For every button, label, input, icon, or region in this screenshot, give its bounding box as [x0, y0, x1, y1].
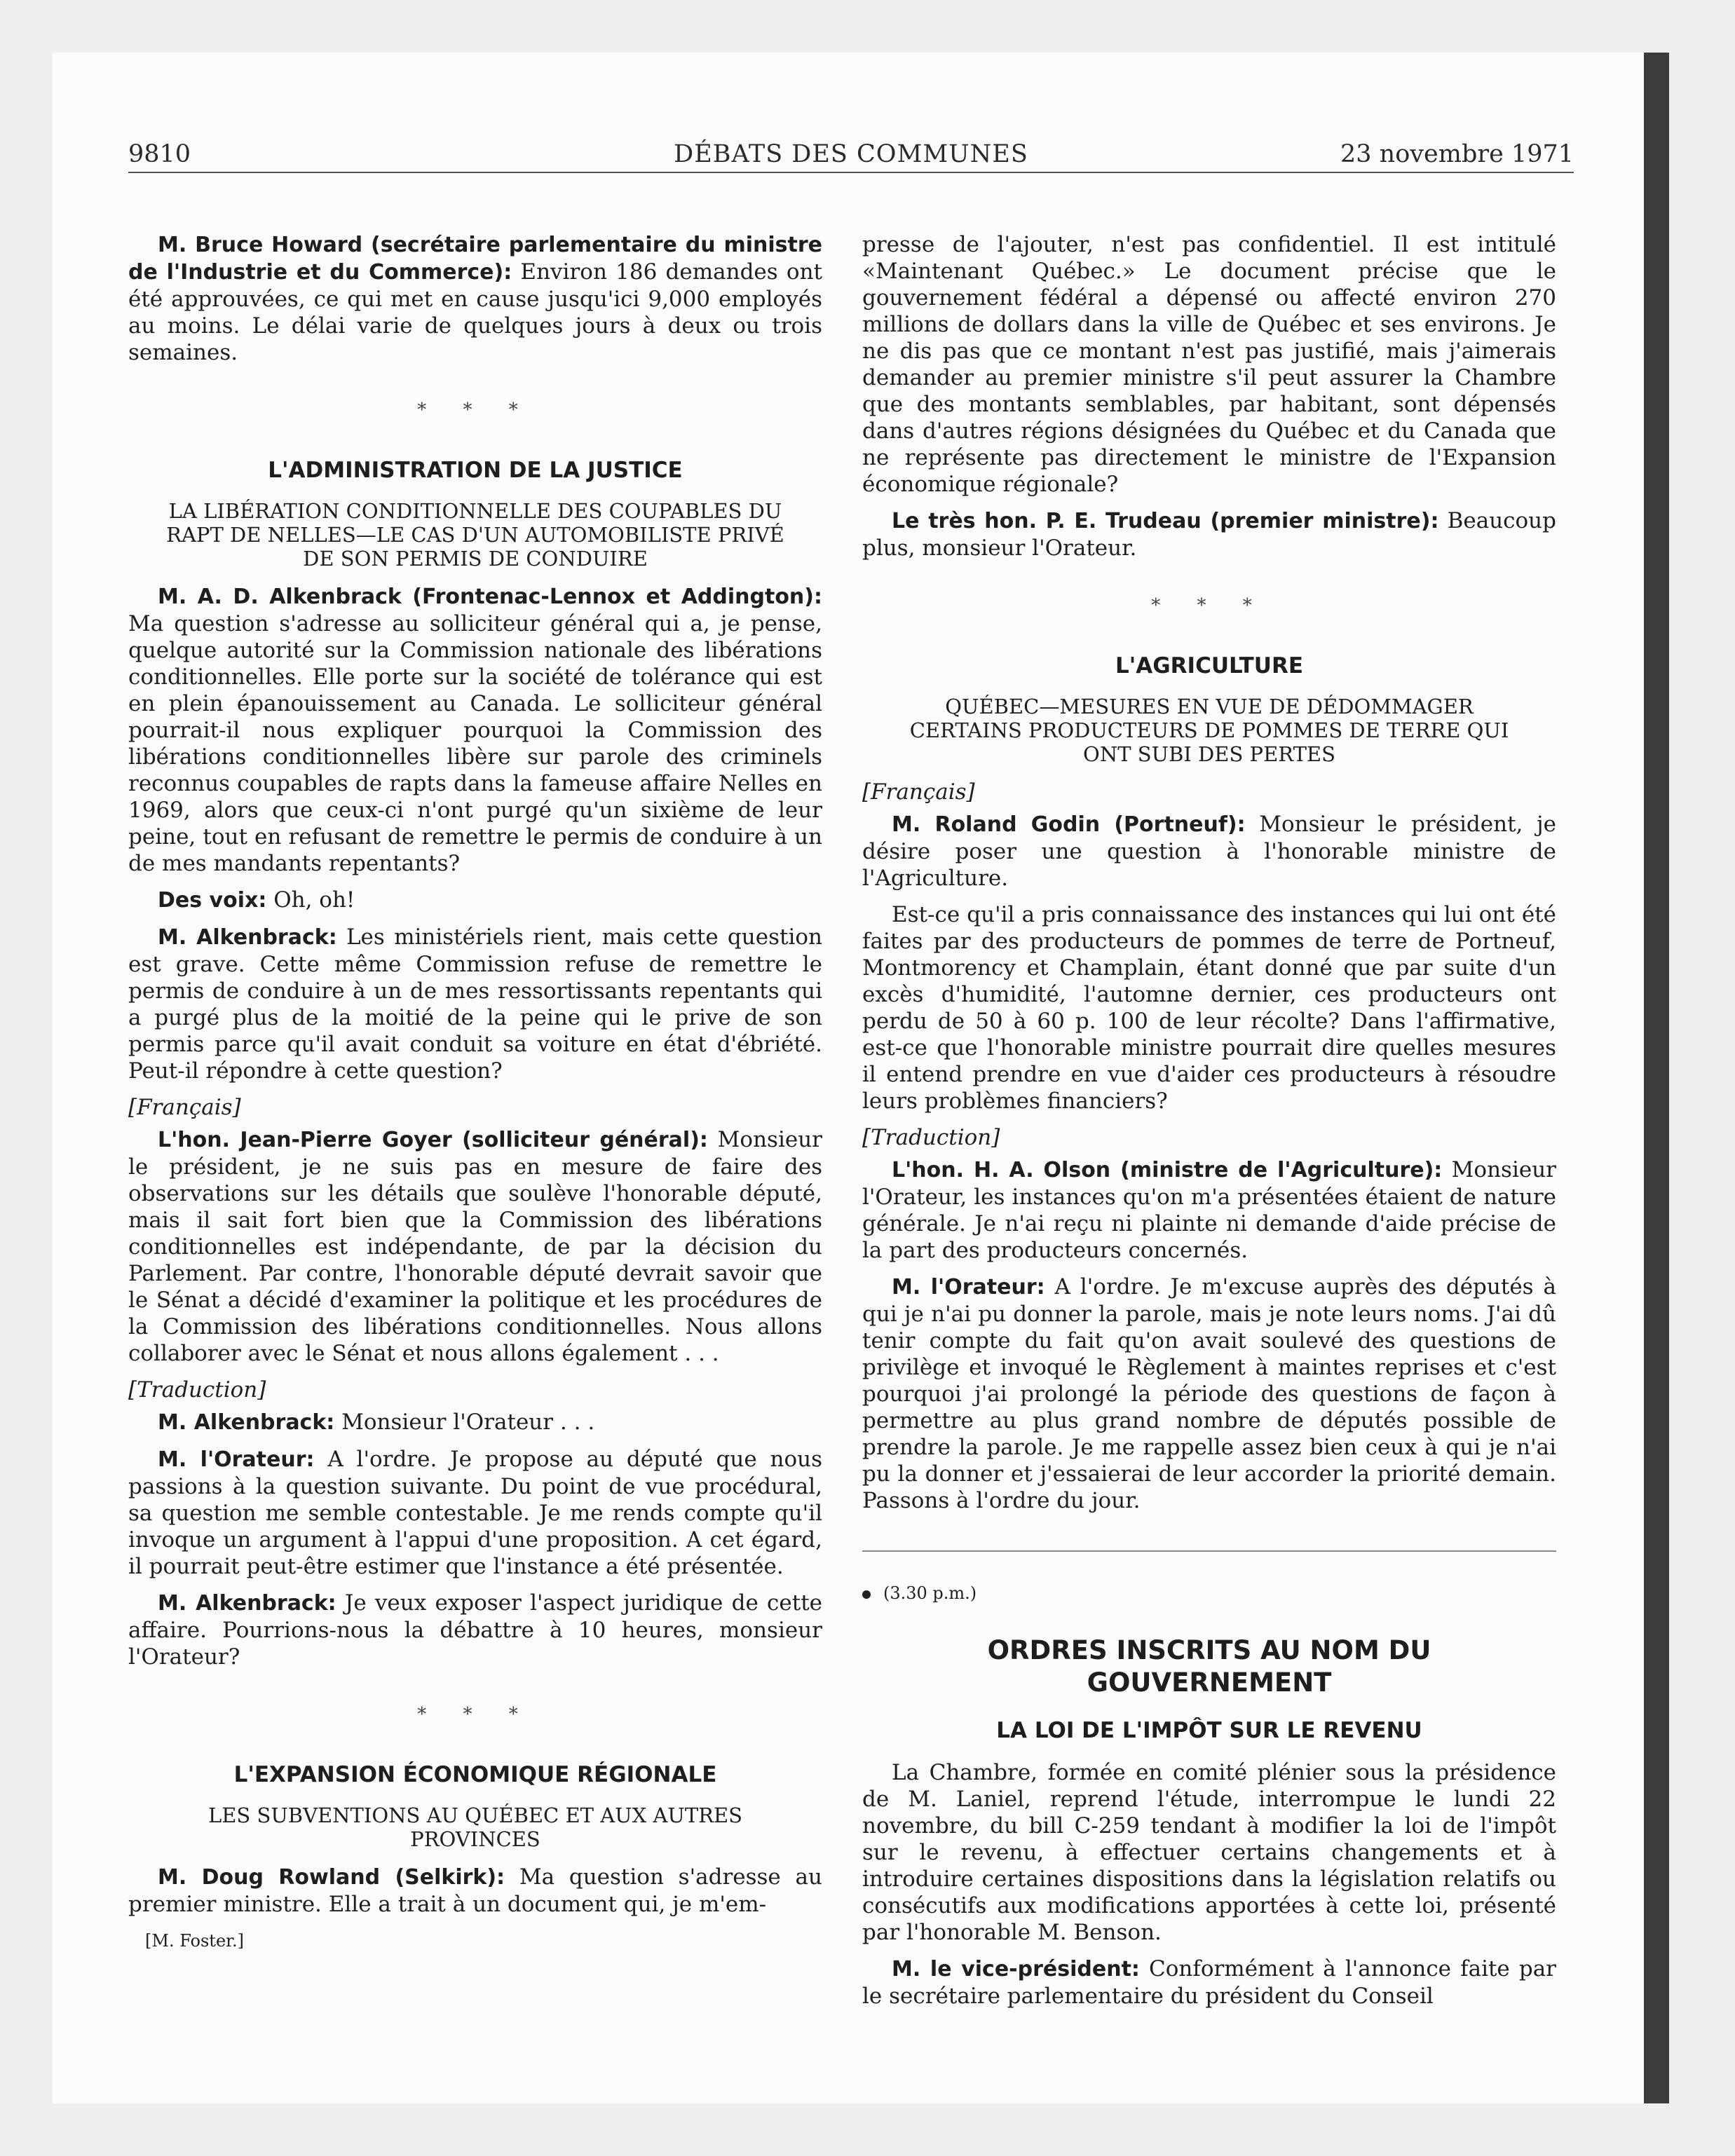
speech-text: Ma question s'adresse au solliciteur général qui a, je pense, quelque autorité sur la Commission nationale des libérations conditionnelles. Elle porte sur la société de tolérance qui est en plein épanouissement au Canada. Le solliciteur général pourrait-il nous expliquer pourquoi la Commission des libérations conditionnelles libère sur parole des criminels reconnus coupables de rapts dans la fameuse affaire Nelles en 1969, alors que ceux-ci n'ont purgé qu'un sixième de leur peine, tout en refusant de remettre le permis de conduire à un de mes mandants repentants? [128, 611, 822, 876]
header-rule [128, 172, 1574, 173]
speech-text: A l'ordre. Je propose au député que nous passions à la question suivante. Du point de vue procédural, sa question me semble contestable. Je me rends compte qu'il invoque un argument à l'appui d'une proposition. A cet égard, il pourrait peut-être estimer que l'instance a été présentée. [128, 1447, 822, 1579]
speech-text: Monsieur le président, je ne suis pas en mesure de faire des observations sur les détails que soulève l'honorable député, mais il sait fort bien que la Commission des libérations conditionnelles est indépendante, de par la décision du Parlement. Par contre, l'honorable député devrait savoir que le Sénat a décidé d'examiner la politique et les procédures de la Commission des libérations conditionnelles. Nous allons collaborer avec le Sénat et nous allons également . . . [128, 1127, 822, 1366]
left-column [128, 231, 822, 1954]
section-subtitle: QUÉBEC—MESURES EN VUE DE DÉDOMMAGER CERTAINS PRODUCTEURS DE POMMES DE TERRE QUI ONT SUBI DES PERTES [909, 695, 1509, 766]
language-marker: [Traduction] [862, 1125, 1000, 1150]
speaker-name: M. Alkenbrack: [158, 1410, 335, 1435]
paragraph [128, 583, 822, 877]
speech-text: Je veux exposer l'aspect juridique de cette affaire. Pourrions-nous la débattre à 10 heures, monsieur l'Orateur? [128, 1590, 822, 1670]
speech-text: presse de l'ajouter, n'est pas confidentiel. Il est intitulé «Maintenant Québec.» Le document précise que le gouvernement fédéral a dépensé ou affecté environ 270 millions de dollars dans la ville de Québec et ses environs. Je ne dis pas que ce montant n'est pas justifié, mais j'aimerais demander au premier ministre s'il peut assurer la Chambre que des montants semblables, par habitant, sont dépensés dans d'autres régions désignées du Québec et du Canada que ne représente pas directement le ministre de l'Expansion économique régionale? [862, 232, 1556, 497]
right-column [862, 231, 1556, 2019]
paragraph [128, 924, 822, 1084]
speech-text: Conformément à l'annonce faite par le secrétaire parlementaire du président du Conseil [862, 1956, 1557, 2009]
paragraph [862, 1157, 1556, 1264]
speaker-name: L'hon. H. A. Olson (ministre de l'Agriculture): [892, 1158, 1443, 1182]
paragraph [128, 1864, 822, 1918]
speaker-name: M. Roland Godin (Portneuf): [892, 812, 1246, 837]
speech-text: Beaucoup plus, monsieur l'Orateur. [862, 508, 1556, 561]
section-title: L'AGRICULTURE [1115, 653, 1303, 678]
speech-text: A l'ordre. Je m'excuse auprès des députés à qui je n'ai pu donner la parole, mais je note leurs noms. J'ai dû tenir compte du fait qu'on avait soulevé des questions de privilège et invoqué le Règlement à maintes reprises et c'est pourquoi j'ai prolongé la période des questions de façon à permettre au plus grand nombre de députés possible de prendre la parole. Je me rappelle assez bien ceux à qui je n'ai pu la donner et j'essaierai de leur accorder la priorité demain. Passons à l'ordre du jour. [862, 1274, 1556, 1513]
paragraph [128, 1446, 822, 1580]
speech-text: Ma question s'adresse au premier ministre. Elle a trait à un document qui, je m'em- [128, 1864, 822, 1917]
speech-text: La Chambre, formée en comité plénier sous la présidence de M. Laniel, reprend l'étude, interrompue le lundi 22 novembre, du bill C-259 tendant à modifier la loi de l'impôt sur le revenu, à effectuer certains changements et à introduire certaines dispositions dans la législation relatifs ou consécutifs aux modifications apportées à cette loi, présenté par l'honorable M. Benson. [862, 1760, 1556, 1945]
language-marker: [Traduction] [128, 1377, 266, 1403]
footnote-marker: [M. Foster.] [145, 1931, 244, 1951]
bullet-icon [862, 1590, 871, 1599]
paragraph [862, 811, 1556, 892]
time-marker [862, 1580, 1556, 1606]
speech-text: Environ 186 demandes ont été approuvées, ce qui met en cause jusqu'ici 9,000 employés au moins. Le délai varie de quelques jours à deux ou trois semaines. [128, 259, 822, 365]
paragraph [128, 1590, 822, 1670]
section-subtitle: LA LIBÉRATION CONDITIONNELLE DES COUPABLES DU RAPT DE NELLES—LE CAS D'UN AUTOMOBILISTE PRIVÉ DE SON PERMIS DE CONDUIRE [166, 499, 784, 571]
header-date: 23 novembre 1971 [1340, 140, 1574, 168]
speaker-name: Des voix: [158, 888, 267, 913]
speech-text: Est-ce qu'il a pris connaissance des instances qui lui ont été faites par des producteurs de pommes de terre de Portneuf, Montmorency et Champlain, étant donné que par suite d'un excès d'humidité, l'automne dernier, ces producteurs ont perdu de 50 à 60 p. 100 de leur récolte? Dans l'affirmative, est-ce que l'honorable ministre pourrait dire quelles mesures il entend prendre en vue d'aider ces producteurs à résoudre leurs problèmes financiers? [862, 902, 1556, 1114]
speaker-name: M. Bruce Howard (secrétaire parlementaire du ministre de l'Industrie et du Commerce): [128, 233, 822, 285]
running-title: DÉBATS DES COMMUNES [674, 140, 1028, 168]
section-title: L'EXPANSION ÉCONOMIQUE RÉGIONALE [233, 1762, 717, 1787]
speaker-name: M. Alkenbrack: [158, 1591, 336, 1616]
speech-text: Monsieur l'Orateur . . . [334, 1410, 595, 1435]
speech-text: Oh, oh! [266, 887, 355, 913]
paragraph [128, 887, 822, 914]
speech-text: Les ministériels rient, mais cette question est grave. Cette même Commission refuse de remettre le permis de conduire à un de mes ressortissants repentants qui a purgé plus de la moitié de la peine qui le prive de son permis parce qu'il avait conduit sa voiture en état d'ébriété. Peut-il répondre à cette question? [128, 925, 822, 1084]
speech-text: Monsieur l'Orateur, les instances qu'on m'a présentées étaient de nature générale. Je n'ai reçu ni plainte ni demande d'aide précise de la part des producteurs concernés. [862, 1157, 1556, 1263]
section-title: L'ADMINISTRATION DE LA JUSTICE [268, 458, 683, 483]
speaker-name: M. le vice-président: [892, 1957, 1140, 1981]
paragraph [862, 1956, 1556, 2010]
law-title: LA LOI DE L'IMPÔT SUR LE REVENU [996, 1718, 1422, 1743]
paragraph [862, 231, 1556, 498]
section-separator: * * * [417, 400, 533, 421]
page-number: 9810 [128, 140, 191, 168]
paragraph [128, 1409, 822, 1436]
time-text: (3.30 p.m.) [883, 1583, 977, 1603]
section-subtitle: LES SUBVENTIONS AU QUÉBEC ET AUX AUTRES PROVINCES [207, 1803, 743, 1851]
page-header [128, 140, 1574, 175]
language-marker: [Français] [862, 779, 975, 805]
speaker-name: M. Alkenbrack: [158, 925, 337, 950]
speaker-name: Le très hon. P. E. Trudeau (premier ministre): [892, 509, 1439, 533]
orders-title: ORDRES INSCRITS AU NOM DU GOUVERNEMENT [987, 1635, 1431, 1698]
section-separator: * * * [417, 1704, 533, 1725]
section-separator: * * * [1151, 595, 1267, 616]
paragraph [128, 231, 822, 366]
paragraph [128, 1126, 822, 1367]
speaker-name: M. l'Orateur: [158, 1447, 315, 1472]
speaker-name: M. A. D. Alkenbrack (Frontenac-Lennox et Addington): [158, 585, 822, 609]
speaker-name: M. l'Orateur: [892, 1275, 1045, 1299]
speaker-name: M. Doug Rowland (Selkirk): [158, 1865, 505, 1890]
speaker-name: L'hon. Jean-Pierre Goyer (solliciteur général): [158, 1128, 708, 1152]
paragraph [862, 1759, 1556, 1946]
paragraph [862, 507, 1556, 561]
column-rule [862, 1550, 1556, 1552]
speech-text: Monsieur le président, je désire poser une question à l'honorable ministre de l'Agriculture. [862, 812, 1556, 891]
scan-edge [1644, 53, 1669, 2103]
paragraph [862, 901, 1556, 1114]
paragraph [862, 1274, 1556, 1514]
language-marker: [Français] [128, 1095, 241, 1120]
